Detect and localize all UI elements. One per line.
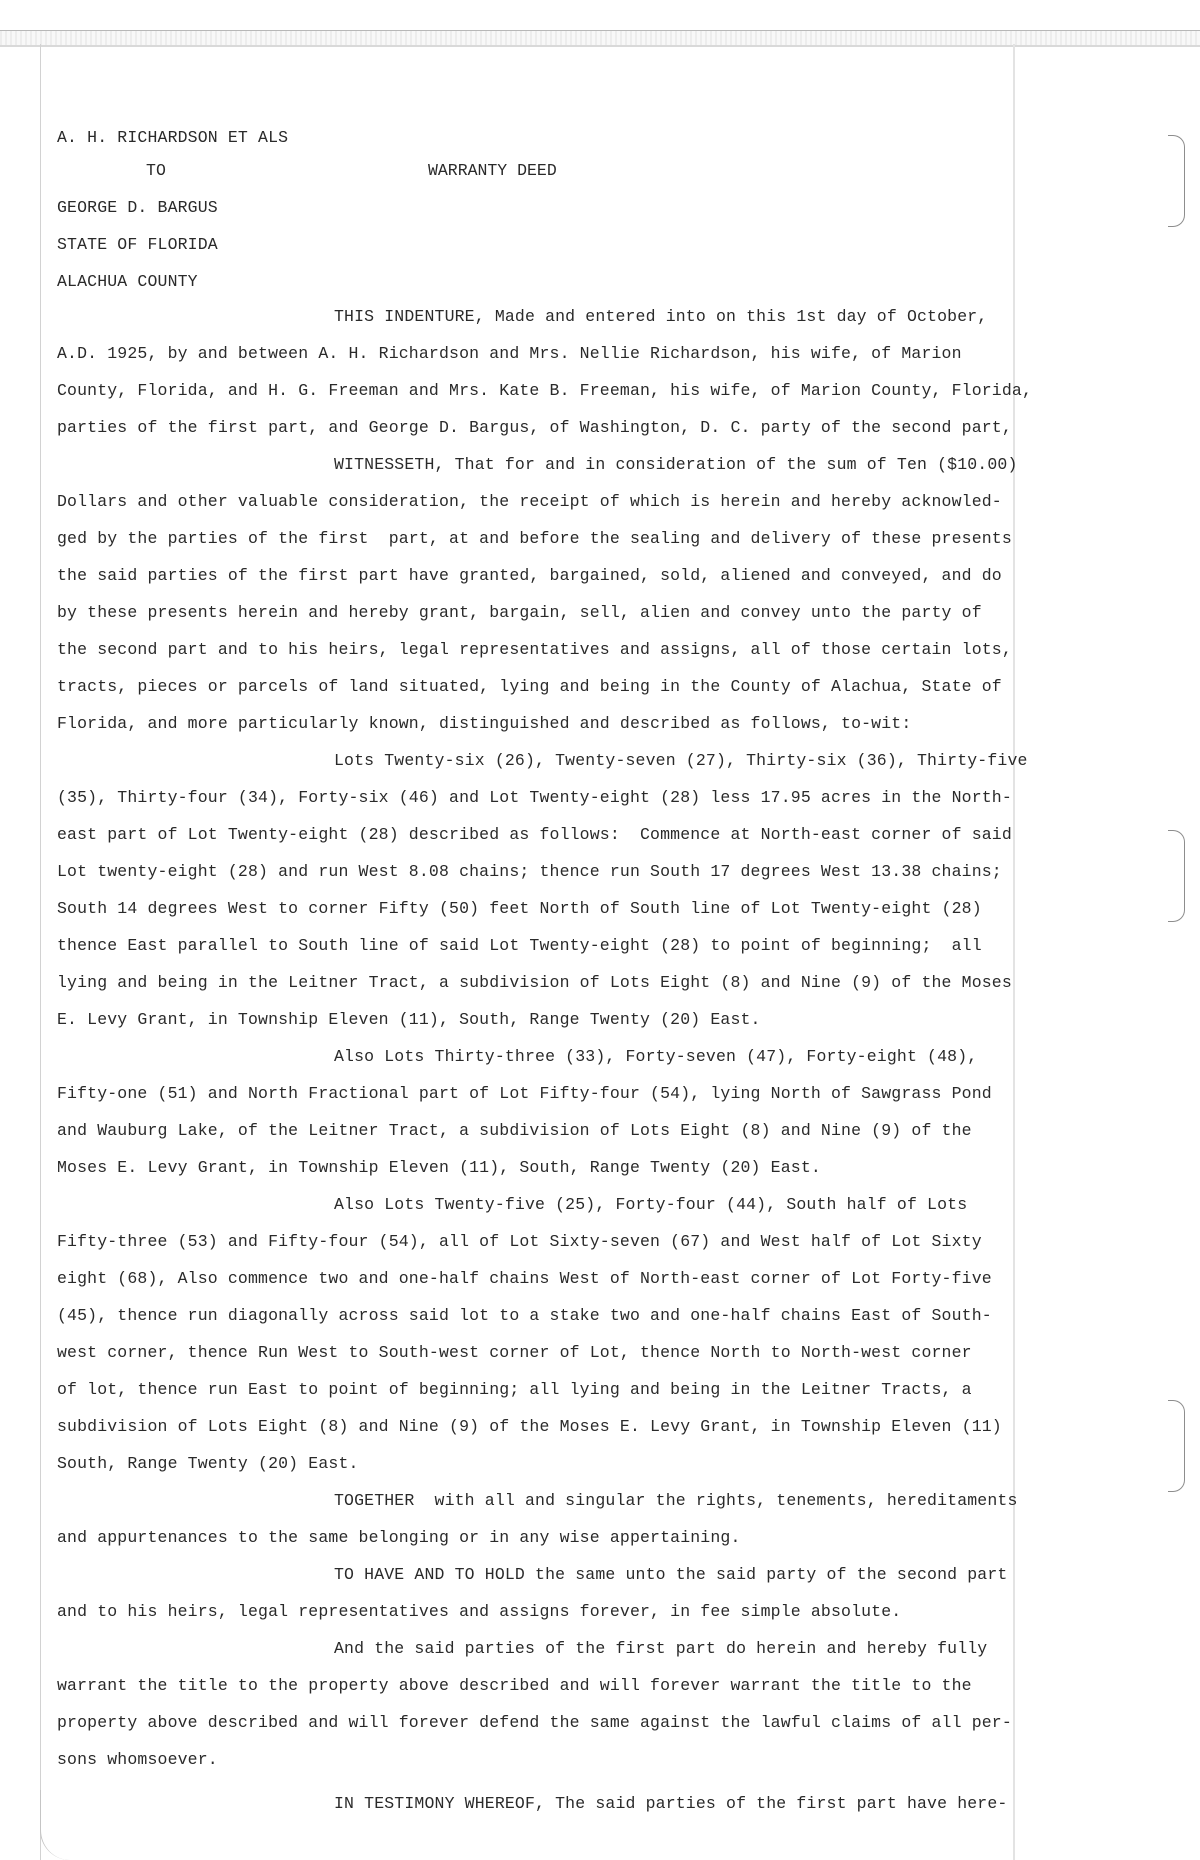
deed-text-line: (45), thence run diagonally across said lot to a stake two and one-half chains East of South- — [57, 1306, 992, 1325]
deed-text-line: TOGETHER with all and singular the rights, tenements, hereditaments — [334, 1491, 1018, 1510]
deed-text-line: of lot, thence run East to point of beginning; all lying and being in the Leitner Tracts, a — [57, 1380, 972, 1399]
deed-text-line: Moses E. Levy Grant, in Township Eleven (11), South, Range Twenty (20) East. — [57, 1158, 821, 1177]
document-title: WARRANTY DEED — [428, 161, 557, 180]
top-edge-rule — [0, 30, 1200, 47]
deed-text-line: Also Lots Thirty-three (33), Forty-seven (47), Forty-eight (48), — [334, 1047, 978, 1066]
deed-text-line: TO HAVE AND TO HOLD the same unto the said party of the second part — [334, 1565, 1008, 1584]
grantee-heading: GEORGE D. BARGUS — [57, 198, 218, 217]
deed-text-line: ged by the parties of the first part, at and before the sealing and delivery of these presents — [57, 529, 1012, 548]
deed-text-line: South, Range Twenty (20) East. — [57, 1454, 359, 1473]
deed-text-line: eight (68), Also commence two and one-half chains West of North-east corner of Lot Forty-five — [57, 1269, 992, 1288]
deed-text-line: THIS INDENTURE, Made and entered into on this 1st day of October, — [334, 307, 988, 326]
deed-text-line: South 14 degrees West to corner Fifty (50) feet North of South line of Lot Twenty-eight (28) — [57, 899, 982, 918]
deed-text-line: west corner, thence Run West to South-west corner of Lot, thence North to North-west corner — [57, 1343, 972, 1362]
deed-text-line: and Wauburg Lake, of the Leitner Tract, a subdivision of Lots Eight (8) and Nine (9) of the — [57, 1121, 972, 1140]
deed-text-line: sons whomsoever. — [57, 1750, 218, 1769]
binder-hole-top — [1168, 135, 1185, 227]
deed-text-line: lying and being in the Leitner Tract, a subdivision of Lots Eight (8) and Nine (9) of the Moses — [57, 973, 1012, 992]
grantor-heading: A. H. RICHARDSON ET ALS — [57, 128, 289, 147]
deed-text-line: (35), Thirty-four (34), Forty-six (46) and Lot Twenty-eight (28) less 17.95 acres in the North- — [57, 788, 1012, 807]
deed-text-line: Florida, and more particularly known, distinguished and described as follows, to-wit: — [57, 714, 912, 733]
to-heading: TO — [146, 161, 167, 180]
deed-text-line: and to his heirs, legal representatives and assigns forever, in fee simple absolute. — [57, 1602, 902, 1621]
deed-text-line: the said parties of the first part have granted, bargained, sold, aliened and conveyed, and do — [57, 566, 1002, 585]
deed-text-line: County, Florida, and H. G. Freeman and Mrs. Kate B. Freeman, his wife, of Marion County, Florida, — [57, 381, 1033, 400]
right-margin-line — [1013, 44, 1015, 1860]
deed-text-line: and appurtenances to the same belonging or in any wise appertaining. — [57, 1528, 741, 1547]
deed-text-line: Fifty-one (51) and North Fractional part of Lot Fifty-four (54), lying North of Sawgrass Pond — [57, 1084, 992, 1103]
binder-hole-bottom — [1168, 1400, 1185, 1492]
deed-text-line: Also Lots Twenty-five (25), Forty-four (44), South half of Lots — [334, 1195, 968, 1214]
page-corner-mark — [40, 1790, 81, 1860]
deed-text-line: parties of the first part, and George D. Bargus, of Washington, D. C. party of the second part, — [57, 418, 1012, 437]
binder-hole-middle — [1168, 830, 1185, 922]
deed-text-line: property above described and will forever defend the same against the lawful claims of all per- — [57, 1713, 1012, 1732]
deed-text-line: the second part and to his heirs, legal representatives and assigns, all of those certain lots, — [57, 640, 1012, 659]
state-heading: STATE OF FLORIDA — [57, 235, 218, 254]
deed-text-line: thence East parallel to South line of said Lot Twenty-eight (28) to point of beginning; all — [57, 936, 982, 955]
deed-text-line: Dollars and other valuable consideration, the receipt of which is herein and hereby acknowled- — [57, 492, 1002, 511]
deed-text-line: tracts, pieces or parcels of land situated, lying and being in the County of Alachua, State of — [57, 677, 1002, 696]
deed-text-line: subdivision of Lots Eight (8) and Nine (9) of the Moses E. Levy Grant, in Township Eleven (11) — [57, 1417, 1002, 1436]
deed-text-line: by these presents herein and hereby grant, bargain, sell, alien and convey unto the party of — [57, 603, 982, 622]
county-heading: ALACHUA COUNTY — [57, 272, 198, 291]
deed-text-line: Fifty-three (53) and Fifty-four (54), all of Lot Sixty-seven (67) and West half of Lot Sixty — [57, 1232, 982, 1251]
deed-text-line: A.D. 1925, by and between A. H. Richardson and Mrs. Nellie Richardson, his wife, of Marion — [57, 344, 962, 363]
deed-text-line: E. Levy Grant, in Township Eleven (11), South, Range Twenty (20) East. — [57, 1010, 761, 1029]
deed-text-line: Lots Twenty-six (26), Twenty-seven (27), Thirty-six (36), Thirty-five — [334, 751, 1028, 770]
deed-text-line: WITNESSETH, That for and in consideration of the sum of Ten ($10.00) — [334, 455, 1018, 474]
deed-text-line: Lot twenty-eight (28) and run West 8.08 chains; thence run South 17 degrees West 13.38 chains; — [57, 862, 1002, 881]
deed-text-line: warrant the title to the property above described and will forever warrant the title to the — [57, 1676, 972, 1695]
left-margin-line — [40, 44, 41, 1860]
deed-text-line: IN TESTIMONY WHEREOF, The said parties of the first part have here- — [334, 1794, 1008, 1813]
deed-text-line: And the said parties of the first part do herein and hereby fully — [334, 1639, 988, 1658]
deed-text-line: east part of Lot Twenty-eight (28) described as follows: Commence at North-east corner of said — [57, 825, 1012, 844]
